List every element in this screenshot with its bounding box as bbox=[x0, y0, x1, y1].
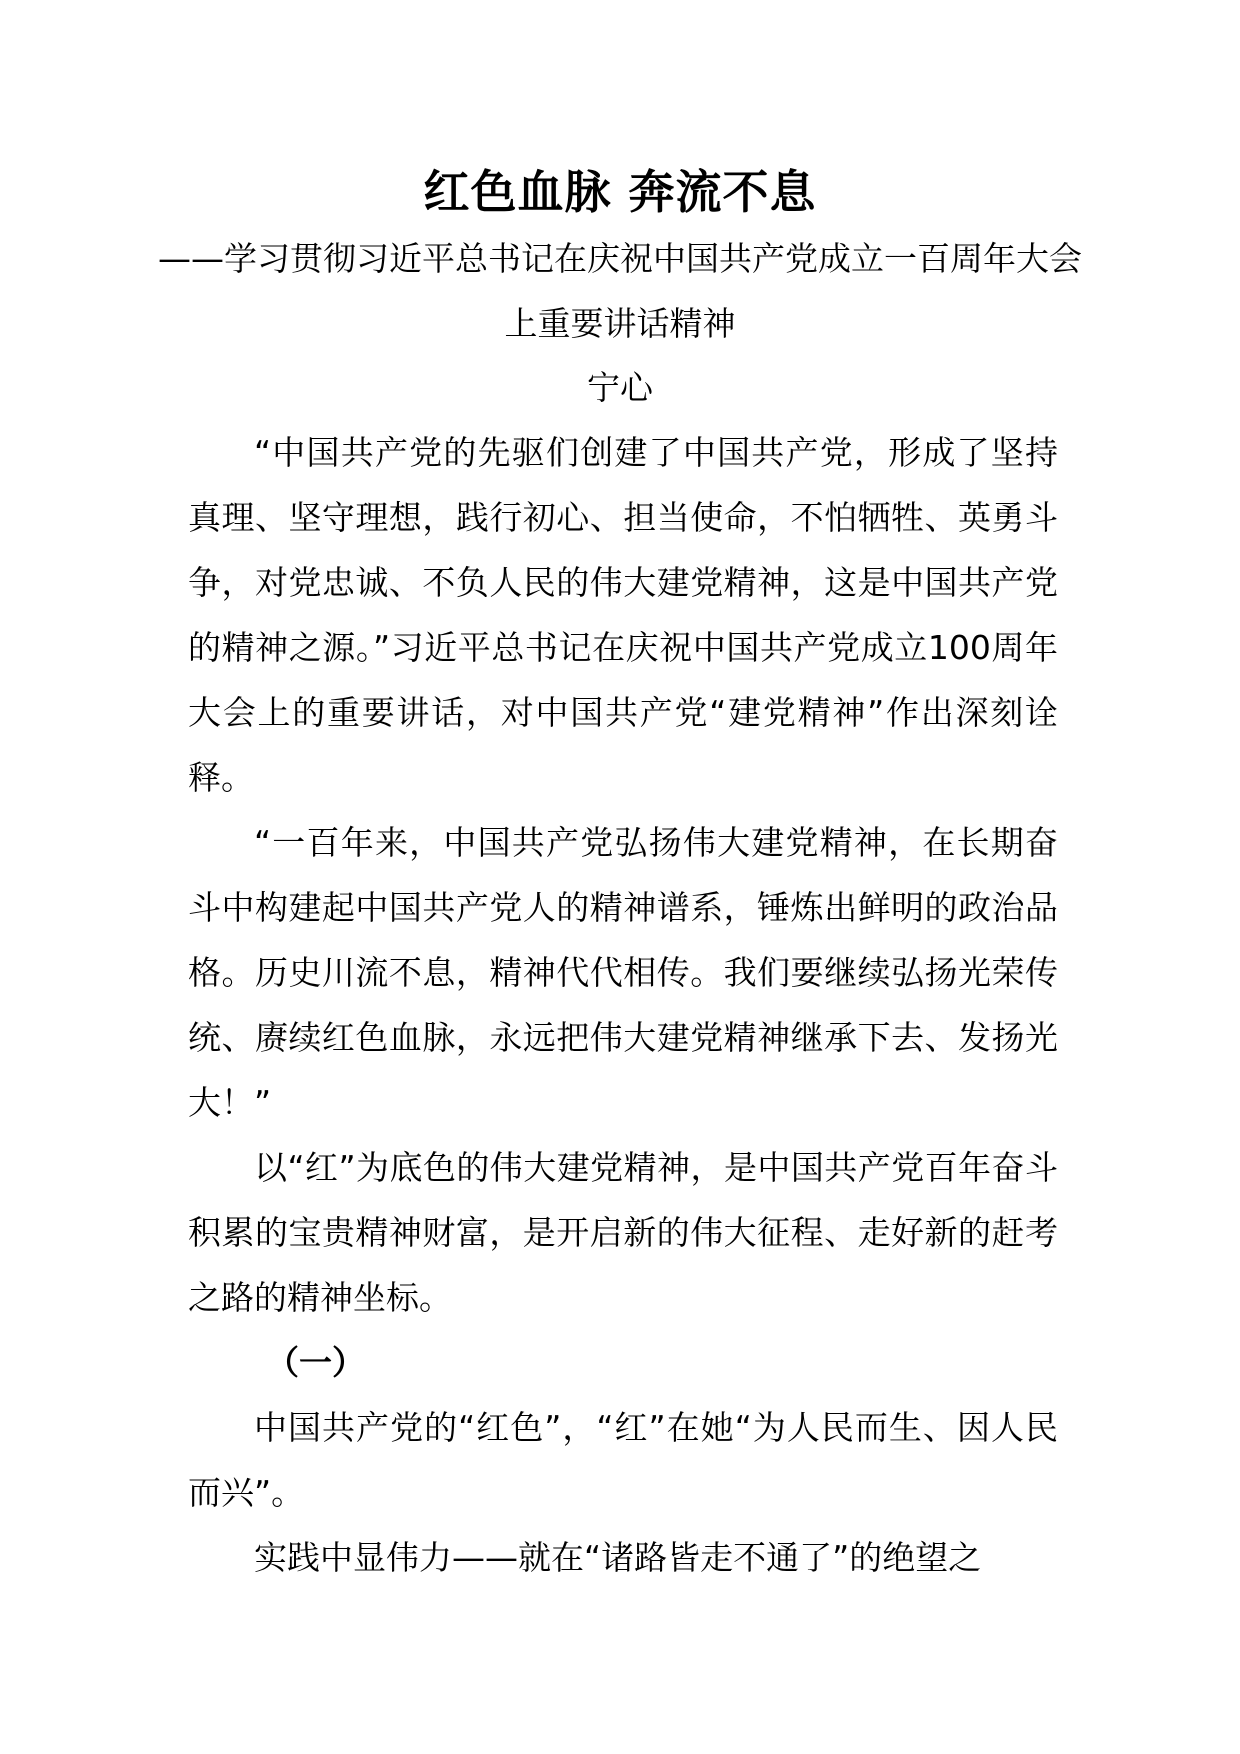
author-name: 宁心 bbox=[587, 368, 653, 407]
body-paragraph: “中国共产党的先驱们创建了中国共产党，形成了坚持真理、坚守理想，践行初心、担当使命，不怕牺牲、英勇斗争，对党忠诚、不负人民的伟大建党精神，这是中国共产党的精神之源。”习近平总书记在庆祝中国共产党成立100周年大会上的重要讲话，对中国共产党“建党精神”作出深刻诠释。 bbox=[188, 433, 1058, 797]
body-paragraph: 中国共产党的“红色”，“红”在她“为人民而生、因人民而兴”。 bbox=[188, 1408, 1058, 1512]
body-paragraph: 以“红”为底色的伟大建党精神，是中国共产党百年奋斗积累的宝贵精神财富，是开启新的伟大征程、走好新的赶考之路的精神坐标。 bbox=[188, 1148, 1058, 1317]
section-heading: （一） bbox=[266, 1343, 365, 1382]
body-paragraph: “一百年来，中国共产党弘扬伟大建党精神，在长期奋斗中构建起中国共产党人的精神谱系，锤炼出鲜明的政治品格。历史川流不息，精神代代相传。我们要继续弘扬光荣传统、赓续红色血脉，永远把伟大建党精神继承下去、发扬光大！” bbox=[188, 823, 1058, 1122]
document-title: 红色血脉 奔流不息 bbox=[423, 165, 817, 219]
body-paragraph: 实践中显伟力——就在“诸路皆走不通了”的绝望之 bbox=[254, 1538, 982, 1577]
document-subtitle: ——学习贯彻习近平总书记在庆祝中国共产党成立一百周年大会上重要讲话精神 bbox=[158, 239, 1082, 343]
document-body bbox=[188, 420, 1058, 1590]
